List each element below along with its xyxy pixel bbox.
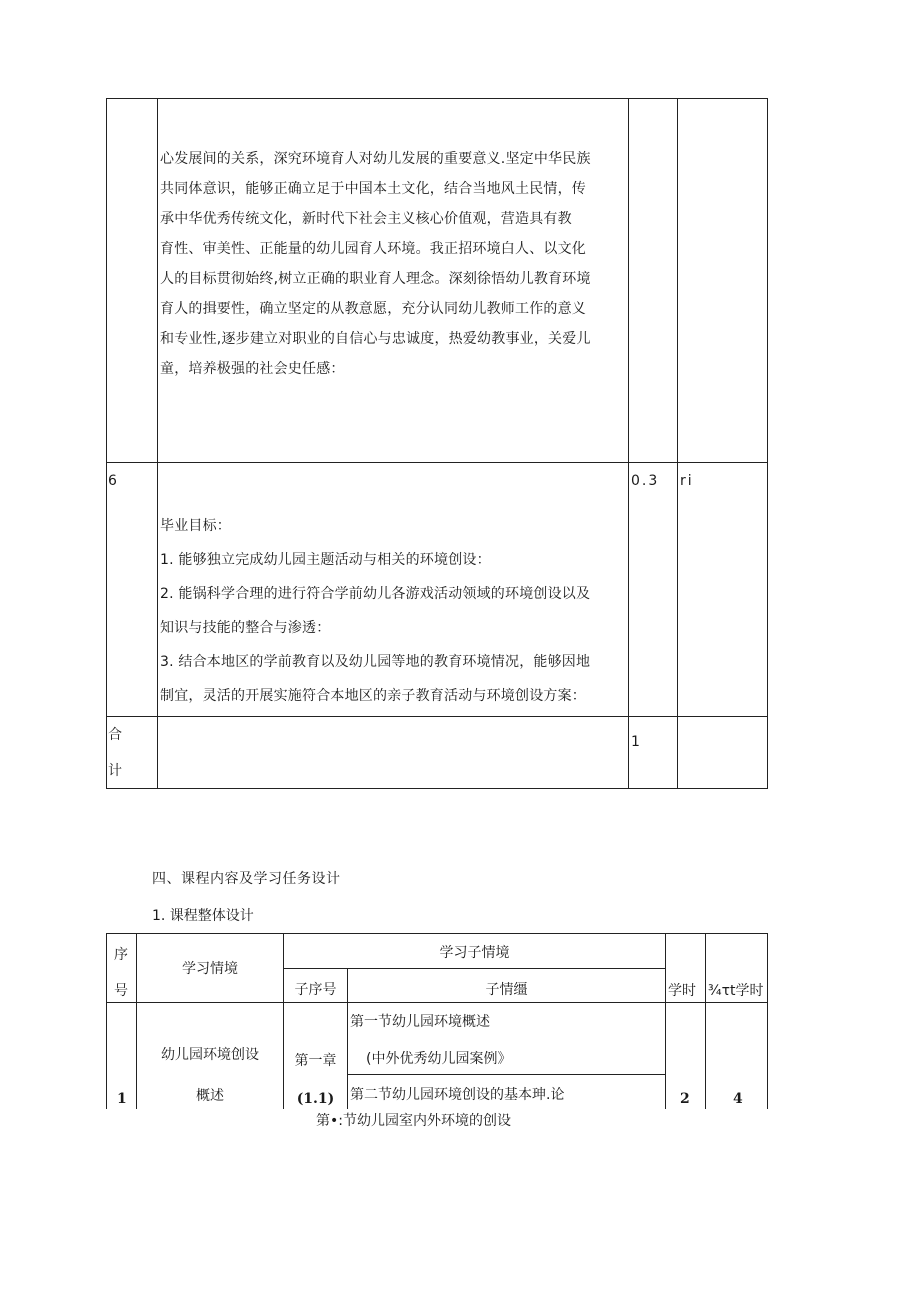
total-value: 1 [631,734,640,750]
table2-col-line [106,933,107,1109]
graduation-goals [160,517,626,721]
paragraph-line: 心发展间的关系，深究环境育人对幼儿发展的重要意义.坚定中华民族 [160,151,591,167]
paragraph-line: 育人的揖要性，确立坚定的从教意愿，充分认同幼儿教师工作的意义 [160,301,586,317]
goal-line: 毕业目标： [160,518,231,534]
table1-row-divider [106,462,768,463]
header-sub-name: 子情缰 [485,982,528,998]
paragraph-line: 育性、审美性、正能量的幼儿园育人环境。我正招环境白人、以文化 [160,241,586,257]
sub-item: 第二节幼儿园环境创设的基本珅.论 [350,1087,565,1103]
header-seq: 号 [114,983,128,999]
note-value: ri [680,473,694,489]
table2-sub-divider [347,1074,665,1075]
objective-paragraph [160,150,630,390]
table1-border-top [106,98,768,99]
table2-col-line [705,933,706,1109]
next-sub-item: 第•:节幼儿园室内外环境的创设 [316,1113,511,1129]
section-heading: 四、课程内容及学习任务设计 [152,871,341,887]
table1-border-bottom [106,788,768,789]
table1-col-line [677,98,678,789]
row-number: 6 [108,473,117,489]
table2-border-top [106,933,768,934]
goal-line: 制宜，灵活的开展实施符合本地区的亲子教育活动与环境创设方案： [160,688,586,704]
row-hours: 2 [680,1091,690,1107]
goal-line: 知识与技能的整合与渗透： [160,620,331,636]
row-situation: 幼儿园环境创设 [161,1047,259,1063]
goal-line: 1. 能够独立完成幼儿园主题活动与相关的环境创设： [160,552,491,568]
paragraph-line: 童，培养极强的社会史任感： [160,361,345,377]
row-seq: 1 [117,1091,127,1107]
header-sub-seq: 子序号 [294,982,337,998]
table2-col-line [767,933,768,1109]
paragraph-line: 和专业性,逐步建立对职业的自信心与忠诚度，热爱幼教事业，关爱儿 [160,331,591,347]
sub-item: 第一节幼儿园环境概述 [350,1014,490,1030]
total-label: 计 [108,763,122,779]
header-situation: 学习情境 [182,961,238,977]
row-chapter-num: (1.1) [296,1091,335,1107]
sub-item-note: (中外优秀幼儿园案例》 [366,1051,512,1067]
header-hours: 学时 [668,983,696,999]
paragraph-line: 承中华优秀传统文化，新时代下社会主义核心价值观，营造具有教 [160,211,572,227]
row-chapter: 第一章 [294,1053,337,1069]
table1-col-line [106,98,107,789]
table1-col-line [157,98,158,789]
weight-value: 0.3 [631,473,660,489]
header-total-hours: ¾τt学时 [708,983,764,999]
goal-line: 3. 结合本地区的学前教育以及幼儿园等地的教育环境情况，能够因地 [160,654,591,670]
paragraph-line: 人的目标贯彻始终,树立正确的职业育人理念。深刻徐悟幼儿教育环境 [160,271,591,287]
table2-header-divider [283,968,665,969]
header-seq: 序 [114,947,128,963]
row-total-hours: 4 [733,1091,743,1107]
row-situation: 概述 [196,1088,224,1104]
section-subheading: 1. 课程整体设计 [152,908,254,924]
total-label: 合 [108,727,122,743]
paragraph-line: 共同体意识，能够正确立足于中国本土文化，结合当地风土民情，传 [160,181,586,197]
header-sub-situation: 学习子情境 [439,945,510,961]
goal-line: 2. 能锅科学合理的进行符合学前幼儿各游戏活动领域的环境创设以及 [160,586,591,602]
table2-header-bottom [106,1002,768,1003]
table2-col-line [665,933,666,1109]
table1-col-line [767,98,768,789]
